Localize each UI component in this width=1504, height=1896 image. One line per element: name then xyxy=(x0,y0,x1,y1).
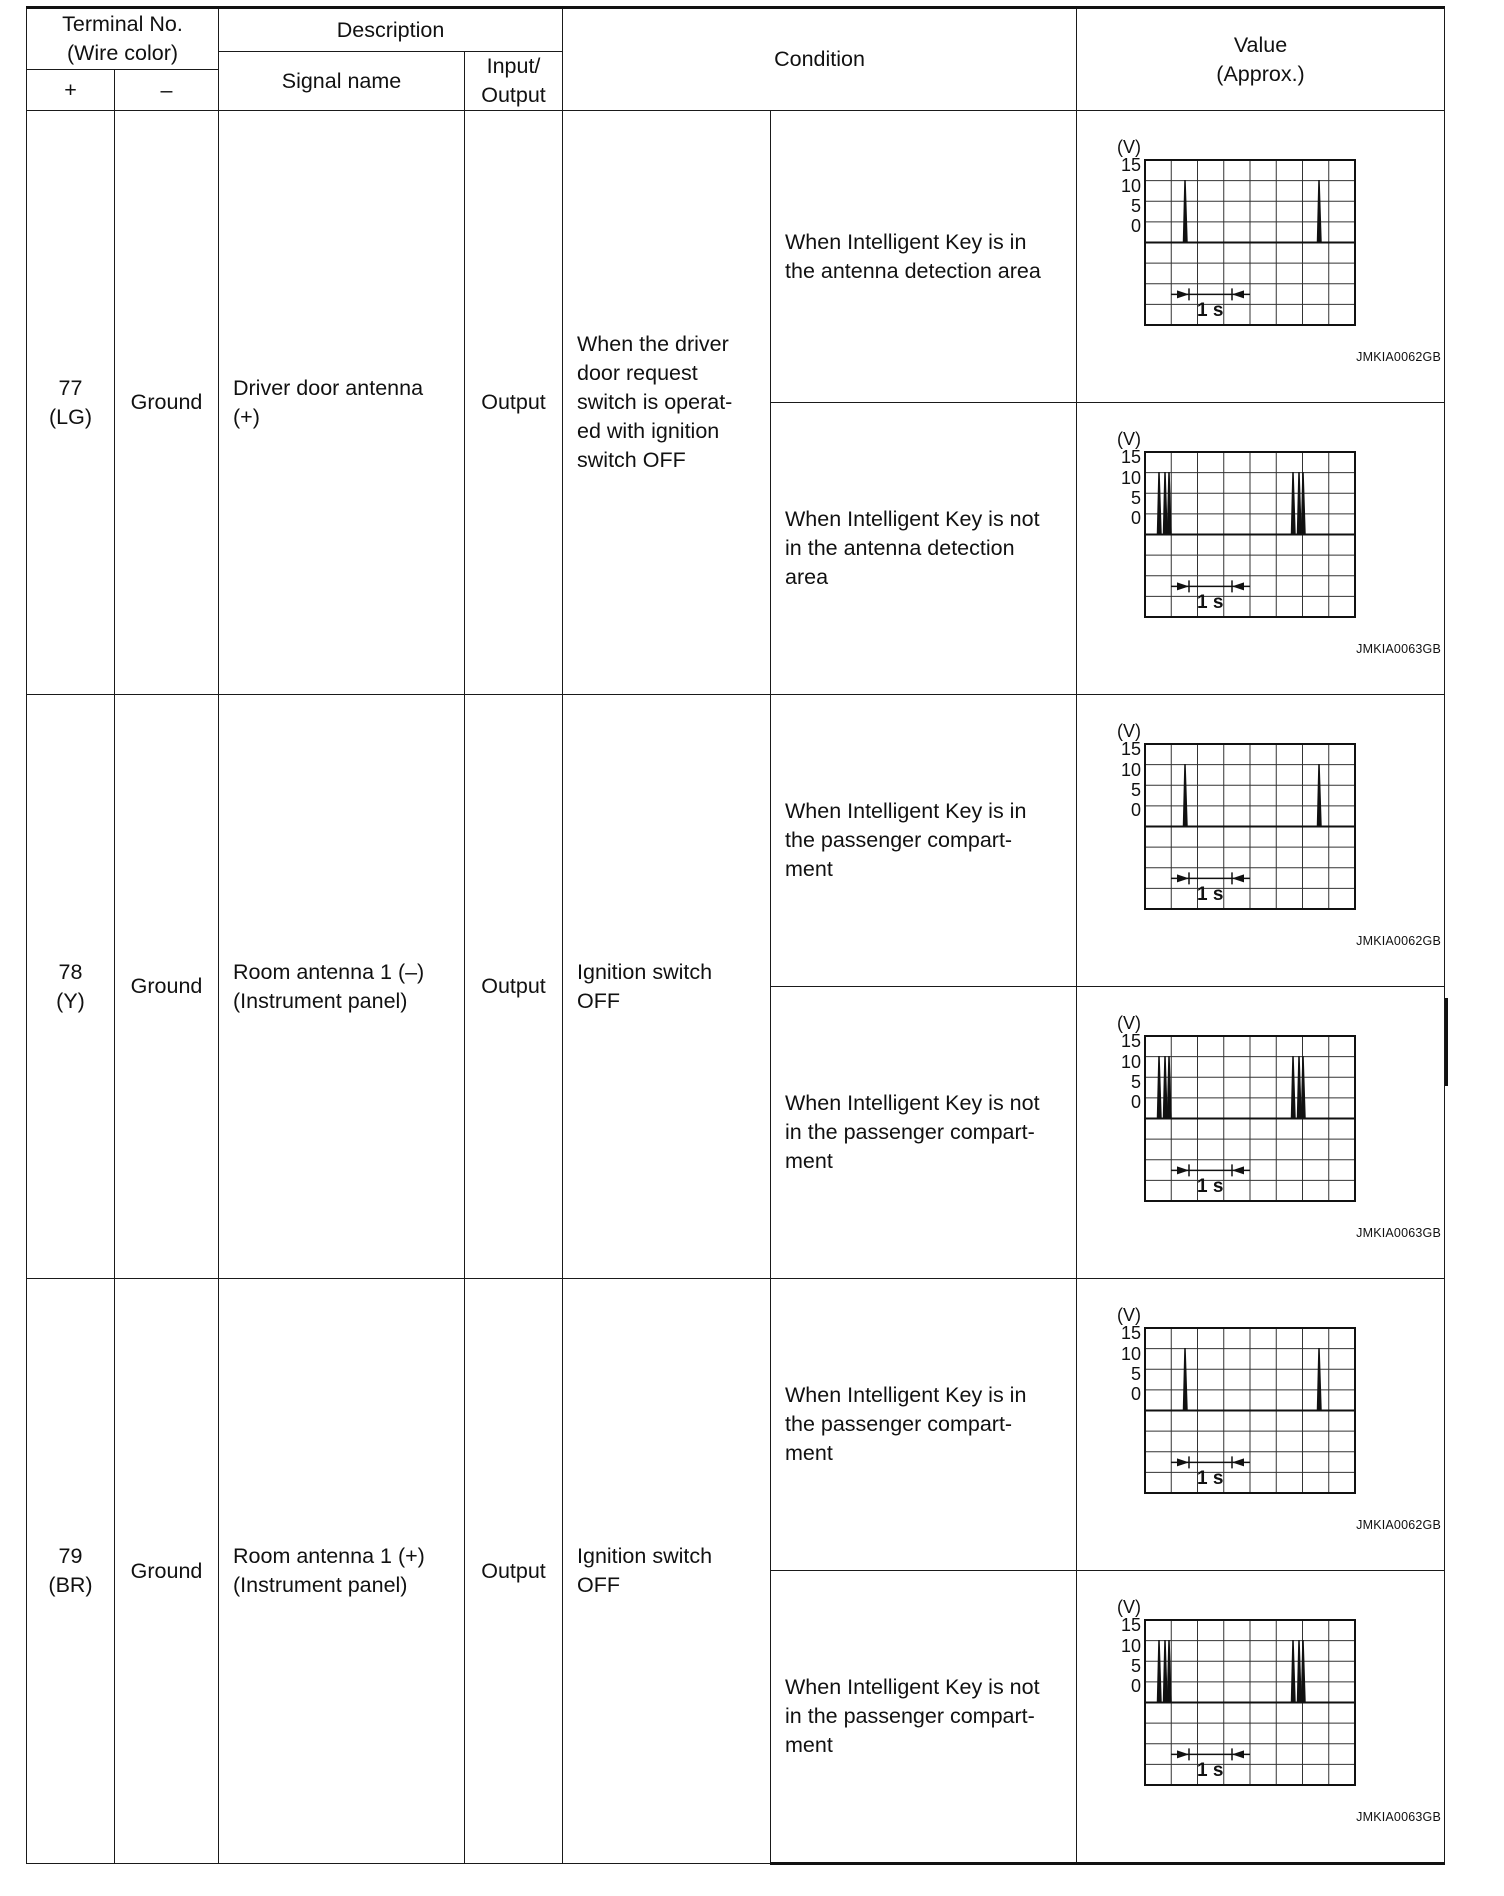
signal-name-line: Driver door antenna xyxy=(233,375,424,400)
arrow-right-icon xyxy=(1177,1166,1189,1174)
signal-pulse xyxy=(1158,472,1162,535)
terminal-number: 77 xyxy=(58,375,83,400)
signal-pulse xyxy=(1158,1056,1162,1119)
sub-condition-line: ment xyxy=(785,857,833,881)
sub-condition-line: ment xyxy=(785,1149,833,1173)
signal-pulse xyxy=(1298,472,1302,535)
waveform-figure xyxy=(1103,1596,1443,1832)
condition-line: When the driver xyxy=(577,332,729,356)
y-axis-tick: 10 xyxy=(1120,175,1142,196)
sub-condition-line: When Intelligent Key is not xyxy=(785,1091,1040,1115)
y-axis-tick: 10 xyxy=(1120,1051,1142,1072)
ground-label: Ground xyxy=(130,390,203,414)
y-axis-unit: (V) xyxy=(1117,1304,1142,1325)
sub-condition-line: When Intelligent Key is in xyxy=(785,1383,1027,1407)
figure-code: JMKIA0063GB xyxy=(1356,1225,1442,1240)
y-axis-tick: 15 xyxy=(1120,154,1142,175)
sub-condition-line: When Intelligent Key is not xyxy=(785,1675,1040,1699)
sub-condition-cell xyxy=(771,111,1077,403)
condition-line: Ignition switch xyxy=(577,1544,713,1568)
plus-header: + xyxy=(27,70,115,111)
y-axis-tick: 10 xyxy=(1120,1343,1142,1364)
oscilloscope-grid xyxy=(1103,1018,1443,1248)
arrow-left-icon xyxy=(1232,582,1244,590)
y-axis-tick: 0 xyxy=(1131,1383,1142,1404)
oscilloscope-grid xyxy=(1103,434,1443,664)
signal-pulse xyxy=(1168,472,1172,535)
terminal-no-label: Terminal No. xyxy=(62,12,183,36)
y-axis-tick: 0 xyxy=(1131,1675,1142,1696)
table-row xyxy=(27,695,1445,987)
time-scale-label: 1 s xyxy=(1197,1175,1224,1197)
signal-pulse xyxy=(1164,1056,1168,1119)
terminal-number: 79 xyxy=(58,1544,83,1568)
signal-pulse xyxy=(1184,764,1188,827)
y-axis-unit: (V) xyxy=(1117,136,1142,157)
time-scale-label: 1 s xyxy=(1197,1759,1224,1781)
condition-cell xyxy=(563,1279,771,1864)
sub-condition-line: area xyxy=(785,565,829,589)
y-axis-tick: 0 xyxy=(1131,215,1142,236)
y-axis-tick: 15 xyxy=(1120,1322,1142,1343)
arrow-right-icon xyxy=(1177,582,1189,590)
wire-color: (LG) xyxy=(49,404,92,429)
figure-code: JMKIA0062GB xyxy=(1356,1517,1442,1532)
sub-condition-line: ment xyxy=(785,1441,833,1465)
y-axis-tick: 5 xyxy=(1131,487,1142,508)
signal-pulse xyxy=(1302,1640,1306,1703)
y-axis-tick: 5 xyxy=(1131,1363,1142,1384)
arrow-left-icon xyxy=(1232,1750,1244,1758)
table-row xyxy=(27,1279,1445,1571)
figure-code: JMKIA0063GB xyxy=(1356,1809,1442,1824)
signal-name-line: (+) xyxy=(233,404,260,429)
waveform-figure xyxy=(1103,1012,1443,1248)
sub-condition-cell xyxy=(771,1279,1077,1571)
figure-code: JMKIA0063GB xyxy=(1356,641,1442,656)
sub-condition-line: When Intelligent Key is in xyxy=(785,229,1027,254)
waveform-cell xyxy=(1077,987,1445,1279)
condition-header: Condition xyxy=(563,8,1077,111)
signal-name-line: (Instrument panel) xyxy=(233,988,408,1013)
signal-name-cell xyxy=(219,1279,465,1864)
revision-bar xyxy=(1445,998,1448,1086)
terminal-spec-table xyxy=(26,6,1445,1865)
waveform-cell xyxy=(1077,111,1445,403)
time-scale-label: 1 s xyxy=(1197,1467,1224,1489)
oscilloscope-grid xyxy=(1103,1310,1443,1540)
condition-line: switch is operat- xyxy=(577,390,733,414)
io-value: Output xyxy=(481,974,546,998)
wire-color: (BR) xyxy=(48,1573,93,1597)
ground-label: Ground xyxy=(130,1558,203,1583)
signal-pulse xyxy=(1292,1640,1296,1703)
y-axis-tick: 5 xyxy=(1131,1655,1142,1676)
minus-header: – xyxy=(115,70,219,111)
figure-code: JMKIA0062GB xyxy=(1356,933,1442,948)
sub-condition-line: the antenna detection area xyxy=(785,258,1041,283)
sub-condition-cell xyxy=(771,1571,1077,1864)
y-axis-tick: 15 xyxy=(1120,1030,1142,1051)
condition-line: door request xyxy=(577,361,698,385)
oscilloscope-grid xyxy=(1103,726,1443,956)
sub-condition-cell xyxy=(771,695,1077,987)
signal-pulse xyxy=(1164,472,1168,535)
time-scale-label: 1 s xyxy=(1197,299,1224,321)
input-label: Input/ xyxy=(486,54,541,78)
sub-condition-line: in the passenger compart- xyxy=(785,1704,1035,1728)
arrow-right-icon xyxy=(1177,874,1189,882)
description-header: Description xyxy=(219,8,563,52)
wire-color-label: (Wire color) xyxy=(66,41,179,65)
waveform-figure xyxy=(1103,1304,1443,1540)
sub-condition-line: When Intelligent Key is in xyxy=(785,799,1027,823)
signal-pulse xyxy=(1184,1348,1188,1411)
wire-color: (Y) xyxy=(56,988,85,1013)
arrow-right-icon xyxy=(1177,1458,1189,1466)
y-axis-tick: 5 xyxy=(1131,1071,1142,1092)
y-axis-tick: 10 xyxy=(1120,759,1142,780)
signal-pulse xyxy=(1302,472,1306,535)
io-value: Output xyxy=(481,390,546,414)
signal-pulse xyxy=(1318,764,1322,827)
y-axis-unit: (V) xyxy=(1117,1012,1142,1033)
sub-condition-line: in the passenger compart- xyxy=(785,1120,1035,1144)
value-label: Value xyxy=(1233,32,1288,57)
y-axis-unit: (V) xyxy=(1117,720,1142,741)
arrow-right-icon xyxy=(1177,290,1189,298)
waveform-figure xyxy=(1103,720,1443,956)
value-header xyxy=(1077,8,1445,111)
arrow-left-icon xyxy=(1232,874,1244,882)
y-axis-unit: (V) xyxy=(1117,428,1142,449)
signal-name-header: Signal name xyxy=(219,52,465,111)
sub-condition-line: the passenger compart- xyxy=(785,1412,1013,1436)
condition-line: OFF xyxy=(577,988,621,1013)
condition-line: Ignition switch xyxy=(577,959,713,984)
y-axis-tick: 15 xyxy=(1120,738,1142,759)
io-cell xyxy=(465,111,563,695)
waveform-figure xyxy=(1103,428,1443,664)
terminal-number: 78 xyxy=(58,959,83,984)
terminal-cell xyxy=(27,695,115,1279)
table-body xyxy=(27,111,1445,1864)
y-axis-tick: 10 xyxy=(1120,1635,1142,1656)
condition-line: ed with ignition xyxy=(577,419,720,443)
io-cell xyxy=(465,695,563,1279)
signal-name-cell xyxy=(219,695,465,1279)
arrow-left-icon xyxy=(1232,1458,1244,1466)
signal-pulse xyxy=(1164,1640,1168,1703)
approx-label: (Approx.) xyxy=(1216,61,1305,86)
table-row xyxy=(27,111,1445,403)
waveform-figure xyxy=(1103,136,1443,372)
signal-pulse xyxy=(1298,1056,1302,1119)
waveform-cell xyxy=(1077,1571,1445,1864)
signal-pulse xyxy=(1168,1640,1172,1703)
signal-name-line: Room antenna 1 (+) xyxy=(233,1544,425,1568)
terminal-cell xyxy=(27,111,115,695)
terminal-no-header xyxy=(27,8,219,70)
arrow-left-icon xyxy=(1232,290,1244,298)
y-axis-tick: 10 xyxy=(1120,467,1142,488)
signal-pulse xyxy=(1298,1640,1302,1703)
sub-condition-cell xyxy=(771,987,1077,1279)
condition-line: switch OFF xyxy=(577,448,686,472)
signal-pulse xyxy=(1168,1056,1172,1119)
y-axis-tick: 0 xyxy=(1131,1091,1142,1112)
y-axis-unit: (V) xyxy=(1117,1596,1142,1617)
y-axis-tick: 15 xyxy=(1120,446,1142,467)
signal-pulse xyxy=(1302,1056,1306,1119)
oscilloscope-grid xyxy=(1103,1602,1443,1832)
y-axis-tick: 0 xyxy=(1131,799,1142,820)
figure-code: JMKIA0062GB xyxy=(1356,349,1442,364)
oscilloscope-grid xyxy=(1103,142,1443,372)
condition-cell xyxy=(563,695,771,1279)
waveform-cell xyxy=(1077,1279,1445,1571)
signal-pulse xyxy=(1318,1348,1322,1411)
y-axis-tick: 15 xyxy=(1120,1614,1142,1635)
signal-pulse xyxy=(1292,1056,1296,1119)
output-label: Output xyxy=(481,83,546,107)
sub-condition-line: in the antenna detection xyxy=(785,536,1015,560)
signal-name-line: (Instrument panel) xyxy=(233,1573,408,1597)
y-axis-tick: 5 xyxy=(1131,195,1142,216)
y-axis-tick: 0 xyxy=(1131,507,1142,528)
waveform-cell xyxy=(1077,403,1445,695)
condition-line: OFF xyxy=(577,1573,621,1597)
sub-condition-cell xyxy=(771,403,1077,695)
minus-terminal-cell xyxy=(115,695,219,1279)
minus-terminal-cell xyxy=(115,1279,219,1864)
terminal-cell xyxy=(27,1279,115,1864)
io-cell xyxy=(465,1279,563,1864)
ground-label: Ground xyxy=(130,974,203,998)
signal-name-line: Room antenna 1 (–) xyxy=(233,959,425,984)
y-axis-tick: 5 xyxy=(1131,779,1142,800)
waveform-cell xyxy=(1077,695,1445,987)
io-header xyxy=(465,52,563,111)
minus-terminal-cell xyxy=(115,111,219,695)
signal-pulse xyxy=(1318,180,1322,243)
arrow-right-icon xyxy=(1177,1750,1189,1758)
sub-condition-line: When Intelligent Key is not xyxy=(785,507,1040,531)
signal-pulse xyxy=(1158,1640,1162,1703)
time-scale-label: 1 s xyxy=(1197,591,1224,613)
io-value: Output xyxy=(481,1558,546,1583)
arrow-left-icon xyxy=(1232,1166,1244,1174)
signal-pulse xyxy=(1184,180,1188,243)
signal-pulse xyxy=(1292,472,1296,535)
sub-condition-line: the passenger compart- xyxy=(785,828,1013,852)
sub-condition-line: ment xyxy=(785,1733,833,1757)
condition-cell xyxy=(563,111,771,695)
signal-name-cell xyxy=(219,111,465,695)
time-scale-label: 1 s xyxy=(1197,883,1224,905)
